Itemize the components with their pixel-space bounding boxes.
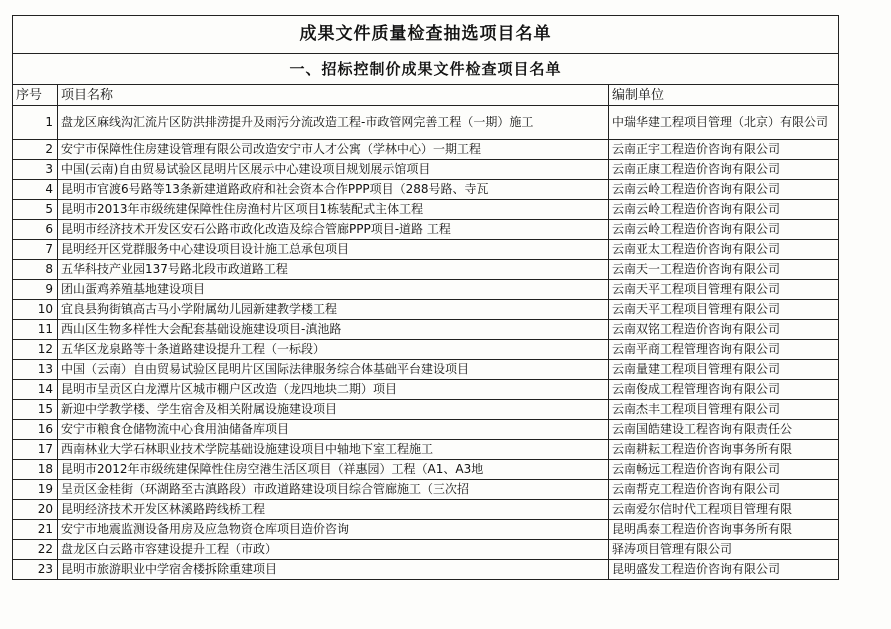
compiling-unit: 云南国皓建设工程咨询有限责任公 <box>609 420 839 440</box>
row-number: 10 <box>13 300 58 320</box>
compiling-unit: 云南帮克工程造价咨询有限公司 <box>609 480 839 500</box>
table-row <box>13 106 839 140</box>
table-row <box>13 420 839 440</box>
compiling-unit: 云南云岭工程造价咨询有限公司 <box>609 200 839 220</box>
table-row <box>13 300 839 320</box>
table-row <box>13 140 839 160</box>
project-name: 安宁市粮食仓储物流中心食用油储备库项目 <box>58 420 609 440</box>
row-number: 2 <box>13 140 58 160</box>
table-row <box>13 240 839 260</box>
row-number: 12 <box>13 340 58 360</box>
table-row <box>13 160 839 180</box>
compiling-unit: 昆明禹泰工程造价咨询事务所有限 <box>609 520 839 540</box>
table-row <box>13 520 839 540</box>
table-row <box>13 220 839 240</box>
project-name: 西山区生物多样性大会配套基础设施建设项目-滇池路 <box>58 320 609 340</box>
compiling-unit: 云南正宇工程造价咨询有限公司 <box>609 140 839 160</box>
project-name: 宜良县狗街镇高古马小学附属幼儿园新建教学楼工程 <box>58 300 609 320</box>
project-name: 昆明经开区党群服务中心建设项目设计施工总承包项目 <box>58 240 609 260</box>
table-row <box>13 500 839 520</box>
project-name: 五华科技产业园137号路北段市政道路工程 <box>58 260 609 280</box>
project-name: 安宁市地震监测设备用房及应急物资仓库项目造价咨询 <box>58 520 609 540</box>
row-number: 16 <box>13 420 58 440</box>
header-row <box>13 85 839 106</box>
table-row <box>13 260 839 280</box>
row-number: 15 <box>13 400 58 420</box>
row-number: 21 <box>13 520 58 540</box>
row-number: 14 <box>13 380 58 400</box>
header-no: 序号 <box>13 85 58 106</box>
row-number: 19 <box>13 480 58 500</box>
row-number: 17 <box>13 440 58 460</box>
project-name: 新迎中学教学楼、学生宿舍及相关附属设施建设项目 <box>58 400 609 420</box>
row-number: 5 <box>13 200 58 220</box>
compiling-unit: 云南畅远工程造价咨询有限公司 <box>609 460 839 480</box>
project-name: 中国（云南）自由贸易试验区昆明片区国际法律服务综合体基础平台建设项目 <box>58 360 609 380</box>
compiling-unit: 云南亚太工程造价咨询有限公司 <box>609 240 839 260</box>
compiling-unit: 云南天一工程造价咨询有限公司 <box>609 260 839 280</box>
compiling-unit: 云南云岭工程造价咨询有限公司 <box>609 220 839 240</box>
table-row <box>13 360 839 380</box>
project-name: 昆明市呈贡区白龙潭片区城市棚户区改造（龙四地块二期）项目 <box>58 380 609 400</box>
row-number: 7 <box>13 240 58 260</box>
project-name: 盘龙区白云路市容建设提升工程（市政） <box>58 540 609 560</box>
project-name: 呈贡区金桂街（环湖路至古滇路段）市政道路建设项目综合管廊施工（三次招 <box>58 480 609 500</box>
row-number: 22 <box>13 540 58 560</box>
row-number: 4 <box>13 180 58 200</box>
header-project: 项目名称 <box>58 85 609 106</box>
compiling-unit: 云南耕耘工程造价咨询事务所有限 <box>609 440 839 460</box>
row-number: 11 <box>13 320 58 340</box>
compiling-unit: 昆明盛发工程造价咨询有限公司 <box>609 560 839 580</box>
compiling-unit: 云南双铭工程造价咨询有限公司 <box>609 320 839 340</box>
row-number: 13 <box>13 360 58 380</box>
project-table <box>12 15 839 580</box>
compiling-unit: 云南爱尔信时代工程项目管理有限 <box>609 500 839 520</box>
row-number: 9 <box>13 280 58 300</box>
row-number: 18 <box>13 460 58 480</box>
title-row <box>13 16 839 54</box>
project-name: 西南林业大学石林职业技术学院基础设施建设项目中轴地下室工程施工 <box>58 440 609 460</box>
project-name: 五华区龙泉路等十条道路建设提升工程（一标段） <box>58 340 609 360</box>
row-number: 20 <box>13 500 58 520</box>
project-name: 中国(云南)自由贸易试验区昆明片区展示中心建设项目规划展示馆项目 <box>58 160 609 180</box>
document-sheet <box>12 15 838 580</box>
compiling-unit: 云南平商工程管理咨询有限公司 <box>609 340 839 360</box>
compiling-unit: 云南杰丰工程项目管理有限公司 <box>609 400 839 420</box>
row-number: 1 <box>13 106 58 140</box>
compiling-unit: 云南俊成工程管理咨询有限公司 <box>609 380 839 400</box>
table-row <box>13 280 839 300</box>
compiling-unit: 驿涛项目管理有限公司 <box>609 540 839 560</box>
table-row <box>13 380 839 400</box>
row-number: 23 <box>13 560 58 580</box>
table-row <box>13 460 839 480</box>
header-unit: 编制单位 <box>609 85 839 106</box>
table-row <box>13 180 839 200</box>
row-number: 8 <box>13 260 58 280</box>
compiling-unit: 云南量建工程项目管理有限公司 <box>609 360 839 380</box>
project-name: 昆明市2012年市级统建保障性住房空港生活区项目（祥惠园）工程（A1、A3地 <box>58 460 609 480</box>
project-name: 昆明经济技术开发区林溪路跨线桥工程 <box>58 500 609 520</box>
project-name: 昆明市2013年市级统建保障性住房渔村片区项目1栋装配式主体工程 <box>58 200 609 220</box>
project-name: 团山蛋鸡养殖基地建设项目 <box>58 280 609 300</box>
row-number: 3 <box>13 160 58 180</box>
project-name: 安宁市保障性住房建设管理有限公司改造安宁市人才公寓（学林中心）一期工程 <box>58 140 609 160</box>
project-name: 昆明市经济技术开发区安石公路市政化改造及综合管廊PPP项目-道路 工程 <box>58 220 609 240</box>
compiling-unit: 云南云岭工程造价咨询有限公司 <box>609 180 839 200</box>
table-row <box>13 200 839 220</box>
table-row <box>13 400 839 420</box>
project-name: 盘龙区麻线沟汇流片区防洪排涝提升及雨污分流改造工程-市政管网完善工程（一期）施工 <box>58 106 609 140</box>
compiling-unit: 云南天平工程项目管理有限公司 <box>609 300 839 320</box>
row-number: 6 <box>13 220 58 240</box>
table-row <box>13 540 839 560</box>
table-row <box>13 560 839 580</box>
compiling-unit: 云南天平工程项目管理有限公司 <box>609 280 839 300</box>
compiling-unit: 云南正康工程造价咨询有限公司 <box>609 160 839 180</box>
section-row <box>13 54 839 85</box>
compiling-unit: 中瑞华建工程项目管理（北京）有限公司 <box>609 106 839 140</box>
project-name: 昆明市旅游职业中学宿舍楼拆除重建项目 <box>58 560 609 580</box>
table-row <box>13 440 839 460</box>
table-row <box>13 320 839 340</box>
table-row <box>13 480 839 500</box>
table-row <box>13 340 839 360</box>
project-name: 昆明市官渡6号路等13条新建道路政府和社会资本合作PPP项目（288号路、寺瓦 <box>58 180 609 200</box>
section-title: 一、招标控制价成果文件检查项目名单 <box>13 54 839 85</box>
page-title: 成果文件质量检查抽选项目名单 <box>13 16 839 54</box>
